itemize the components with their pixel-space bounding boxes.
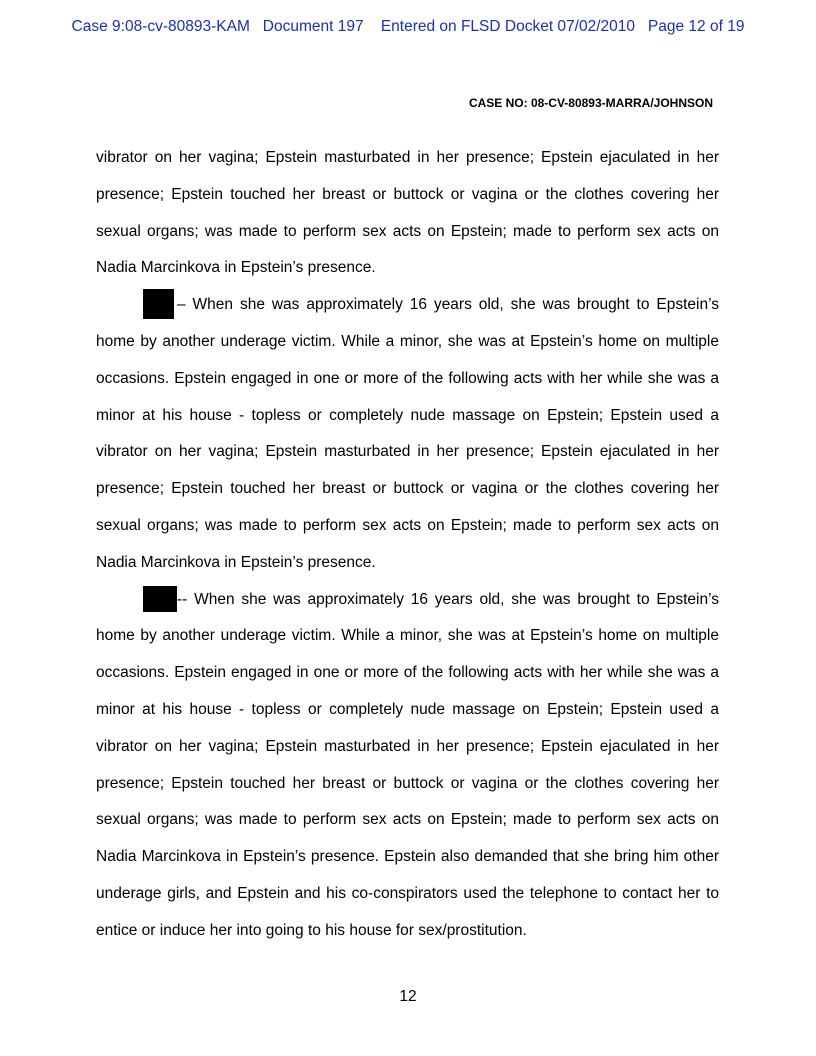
paragraph-victim-1 [96,287,719,581]
paragraph-victim-2 [96,582,719,950]
paragraph-text: -- When she was approximately 16 years old, she was brought to Epstein’s home by another underage victim. While a minor, she was at Epstein’s home on multiple occasions. Epstein engaged in one or more of the following acts with her while she was a minor at his house - topless or completely nude massage on Epstein; Epstein used a vibrator on her vagina; Epstein masturbated in her presence; Epstein ejaculated in her presence; Epstein touched her breast or buttock or vagina or the clothes covering her sexual organs; was made to perform sex acts on Epstein; made to perform sex acts on Nadia Marcinkova in Epstein’s presence. Epstein also demanded that she bring him other underage girls, and Epstein and his co-conspirators used the telephone to contact her to entice or induce her into going to his house for sex/prostitution. [96,590,719,939]
redaction-block [143,586,177,612]
case-number-header: CASE NO: 08-CV-80893-MARRA/JOHNSON [468,96,713,110]
paragraph-text: – When she was approximately 16 years old, she was brought to Epstein’s home by another underage victim. While a minor, she was at Epstein’s home on multiple occasions. Epstein engaged in one or more of the following acts with her while she was a minor at his house - topless or completely nude massage on Epstein; Epstein used a vibrator on her vagina; Epstein masturbated in her presence; Epstein ejaculated in her presence; Epstein touched her breast or buttock or vagina or the clothes covering her sexual organs; was made to perform sex acts on Epstein; made to perform sex acts on Nadia Marcinkova in Epstein’s presence. [96,296,719,571]
court-filing-stamp: Case 9:08-cv-80893-KAM Document 197 Entered on FLSD Docket 07/02/2010 Page 12 of 19 [71,18,745,35]
document-body [96,140,719,950]
paragraph-continued: vibrator on her vagina; Epstein masturbated in her presence; Epstein ejaculated in her presence; Epstein touched her breast or buttock or vagina or the clothes covering her sexual organs; was made to perform sex acts on Epstein; made to perform sex acts on Nadia Marcinkova in Epstein’s presence. [96,149,719,277]
page-number: 12 [399,988,417,1005]
redaction-block [143,289,174,319]
